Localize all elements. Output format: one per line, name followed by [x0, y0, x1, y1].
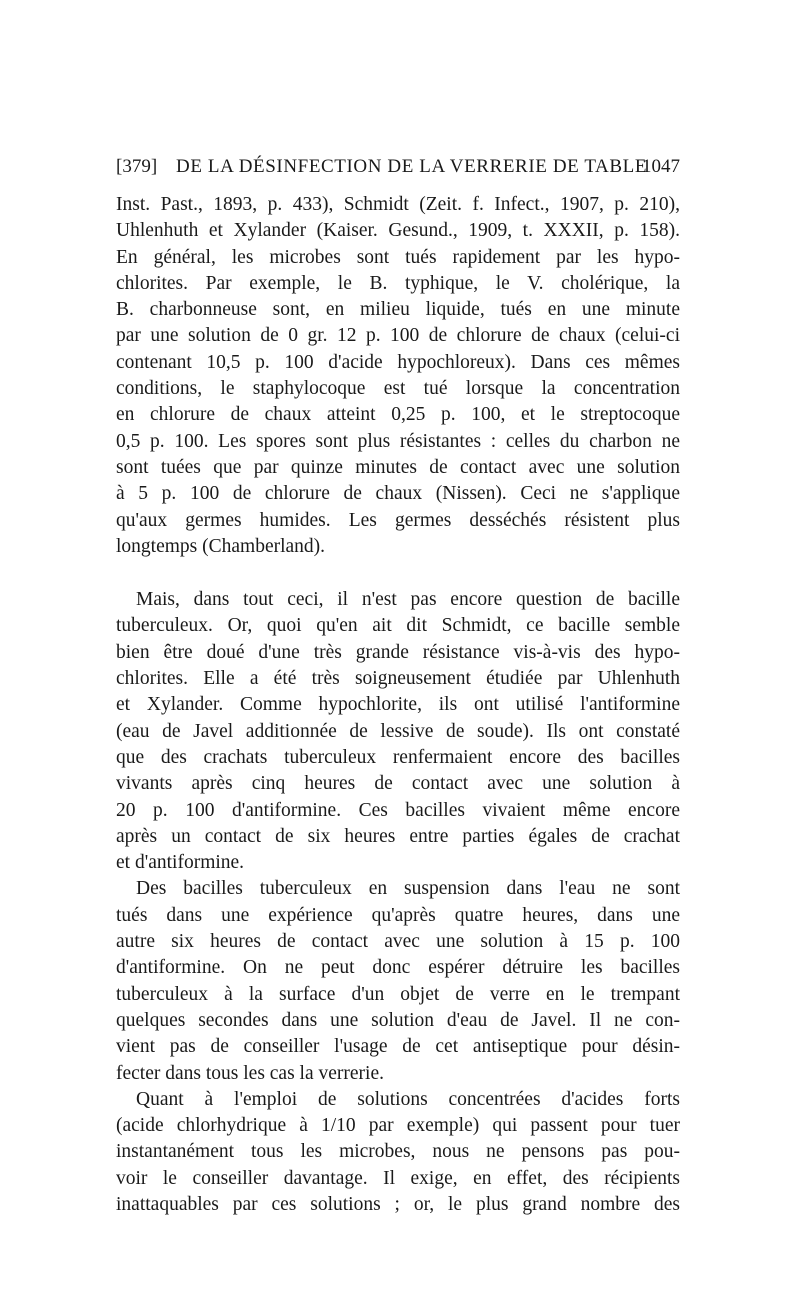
page-reference: [379]	[116, 156, 158, 177]
text-line: en chlorure de chaux atteint 0,25 p. 100, et le streptocoque	[116, 404, 680, 426]
text-line: 0,5 p. 100. Les spores sont plus résistantes : celles du charbon ne	[116, 430, 680, 452]
text-line: Des bacilles tuberculeux en suspension dans l'eau ne sont	[136, 878, 680, 900]
paragraph	[116, 1087, 680, 1218]
text-line: qu'aux germes humides. Les germes desséchés résistent plus	[116, 509, 680, 531]
running-header	[116, 156, 680, 186]
text-line: après un contact de six heures entre parties égales de crachat	[116, 825, 680, 847]
paragraph	[116, 876, 680, 1086]
paragraph	[116, 192, 680, 560]
text-line: 20 p. 100 d'antiformine. Ces bacilles vivaient même encore	[116, 799, 680, 821]
page-number: 1047	[642, 156, 680, 177]
text-line: inattaquables par ces solutions ; or, le plus grand nombre des	[116, 1193, 680, 1215]
text-line: Inst. Past., 1893, p. 433), Schmidt (Zeit. f. Infect., 1907, p. 210),	[116, 194, 680, 215]
text-line: vient pas de conseiller l'usage de cet antiseptique pour désin-	[116, 1036, 680, 1058]
text-line: et Xylander. Comme hypochlorite, ils ont utilisé l'antiformine	[116, 694, 680, 716]
text-line: conditions, le staphylocoque est tué lorsque la concentration	[116, 378, 680, 400]
text-line: voir le conseiller davantage. Il exige, en effet, des récipients	[116, 1167, 680, 1189]
text-line: Mais, dans tout ceci, il n'est pas encore question de bacille	[136, 589, 680, 611]
text-line: sont tuées que par quinze minutes de contact avec une solution	[116, 456, 680, 478]
text-line: chlorites. Par exemple, le B. typhique, le V. cholérique, la	[116, 272, 680, 294]
text-line: chlorites. Elle a été très soigneusement étudiée par Uhlenhuth	[116, 668, 680, 690]
text-line: d'antiformine. On ne peut donc espérer détruire les bacilles	[116, 957, 680, 979]
paragraph-gap	[116, 560, 680, 587]
text-line: contenant 10,5 p. 100 d'acide hypochloreux). Dans ces mêmes	[116, 351, 680, 373]
running-title: DE LA DÉSINFECTION DE LA VERRERIE DE TABLE	[176, 156, 648, 177]
text-line: En général, les microbes sont tués rapidement par les hypo-	[116, 246, 680, 268]
text-line: par une solution de 0 gr. 12 p. 100 de chlorure de chaux (celui-ci	[116, 325, 680, 347]
text-line: (eau de Javel additionnée de lessive de soude). Ils ont constaté	[116, 720, 680, 742]
text-line: instantanément tous les microbes, nous ne pensons pas pou-	[116, 1141, 680, 1163]
text-line: Uhlenhuth et Xylander (Kaiser. Gesund., 1909, t. XXXII, p. 158).	[116, 220, 680, 242]
text-line: bien être doué d'une très grande résistance vis-à-vis des hypo-	[116, 641, 680, 663]
paragraph	[116, 587, 680, 876]
text-line: que des crachats tuberculeux renfermaient encore des bacilles	[116, 746, 680, 768]
text-line: tués dans une expérience qu'après quatre heures, dans une	[116, 904, 680, 926]
text-line: quelques secondes dans une solution d'eau de Javel. Il ne con-	[116, 1009, 680, 1031]
text-line: à 5 p. 100 de chlorure de chaux (Nissen). Ceci ne s'applique	[116, 483, 680, 505]
text-line: (acide chlorhydrique à 1/10 par exemple) qui passent pour tuer	[116, 1115, 680, 1137]
text-line: tuberculeux à la surface d'un objet de verre en le trempant	[116, 983, 680, 1005]
text-line: B. charbonneuse sont, en milieu liquide, tués en une minute	[116, 299, 680, 321]
text-line: longtemps (Chamberland).	[116, 535, 326, 557]
text-line: et d'antiformine.	[116, 852, 245, 874]
text-line: vivants après cinq heures de contact avec une solution à	[116, 773, 680, 795]
text-line: fecter dans tous les cas la verrerie.	[116, 1062, 384, 1084]
body-text	[116, 192, 680, 1218]
text-line: Quant à l'emploi de solutions concentrées d'acides forts	[136, 1088, 680, 1110]
text-line: autre six heures de contact avec une solution à 15 p. 100	[116, 931, 680, 953]
text-line: tuberculeux. Or, quoi qu'en ait dit Schmidt, ce bacille semble	[116, 615, 680, 637]
